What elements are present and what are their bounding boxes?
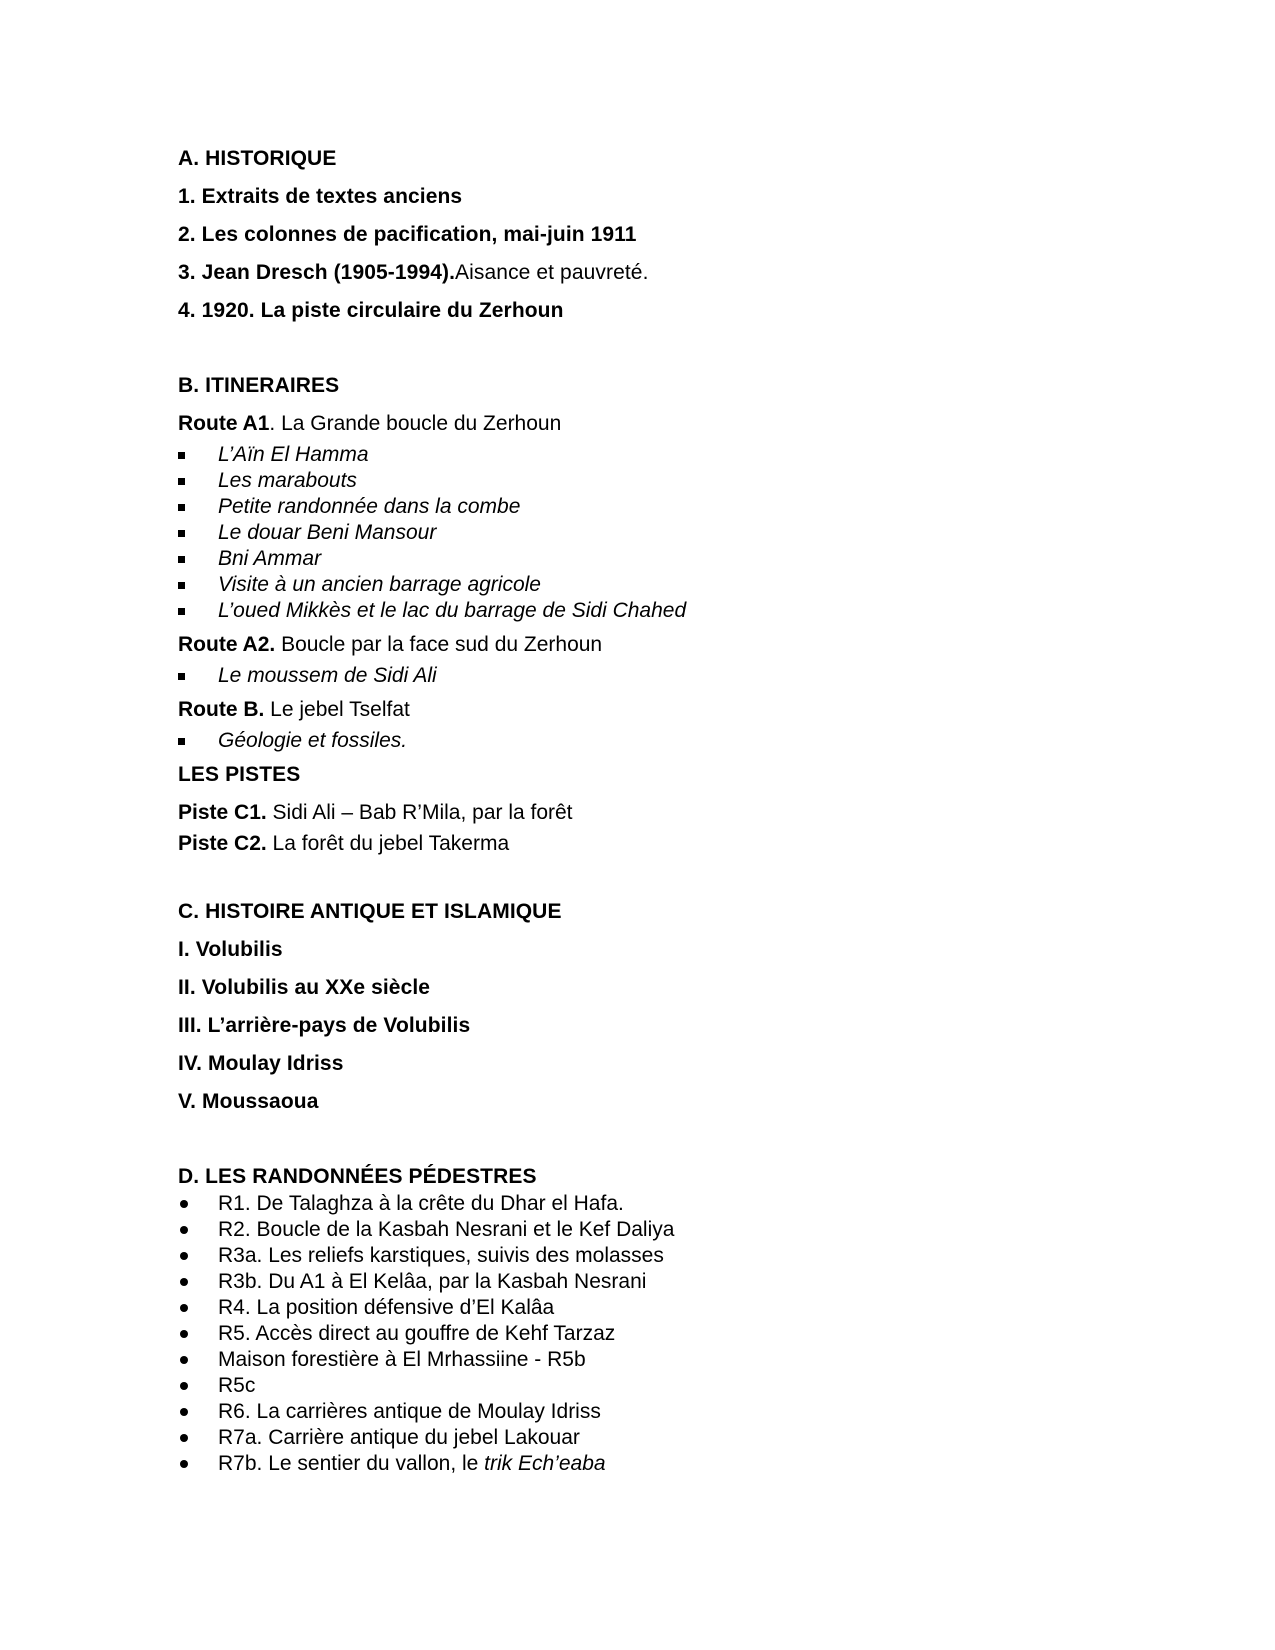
route-a2-label: Route A2.	[178, 633, 276, 656]
section-a-item-4-label: 4. 1920. La piste circulaire du Zerhoun	[178, 299, 564, 322]
list-item	[138, 470, 1098, 491]
section-c-item-5: V. Moussaoua	[178, 1090, 319, 1113]
section-d	[178, 1166, 1098, 1474]
piste-c1-label: Piste C1.	[178, 801, 267, 824]
section-a	[178, 148, 1098, 321]
list-item	[138, 1323, 1098, 1344]
round-bullet-icon	[180, 1408, 188, 1416]
route-a1-text: . La Grande boucle du Zerhoun	[269, 412, 562, 435]
section-a-item-3-label: 3. Jean Dresch (1905-1994).	[178, 261, 456, 284]
section-d-bullets	[138, 1193, 1098, 1474]
route-a2-bullet-block	[138, 665, 1098, 686]
section-c-heading: C. HISTOIRE ANTIQUE ET ISLAMIQUE	[178, 900, 562, 923]
list-item-label: Le moussem de Sidi Ali	[218, 664, 437, 687]
round-bullet-icon	[180, 1278, 188, 1286]
list-item-label: R2. Boucle de la Kasbah Nesrani et le Kef Daliya	[218, 1218, 675, 1241]
section-a-item-2-label: 2. Les colonnes de pacification, mai-juin 1911	[178, 223, 637, 246]
section-c-item-4: IV. Moulay Idriss	[178, 1052, 344, 1075]
list-item	[138, 496, 1098, 517]
spacer-b-c	[178, 864, 1098, 901]
list-item	[138, 1349, 1098, 1370]
list-item-label: Petite randonnée dans la combe	[218, 495, 521, 518]
section-a-item-4	[178, 300, 1098, 321]
round-bullet-icon	[180, 1304, 188, 1312]
section-a-item-1-label: 1. Extraits de textes anciens	[178, 185, 463, 208]
section-d-heading: D. LES RANDONNÉES PÉDESTRES	[178, 1165, 537, 1188]
list-item	[138, 1193, 1098, 1214]
list-item-label: Visite à un ancien barrage agricole	[218, 573, 541, 596]
list-item-label: R1. De Talaghza à la crête du Dhar el Hafa.	[218, 1192, 624, 1215]
square-bullet-icon	[178, 738, 185, 745]
route-a1-bullet-block	[138, 444, 1098, 621]
list-item-label: R6. La carrières antique de Moulay Idriss	[218, 1400, 601, 1423]
route-b-label: Route B.	[178, 698, 265, 721]
list-item-label: L’oued Mikkès et le lac du barrage de Sidi Chahed	[218, 599, 687, 622]
list-item-label: R3a. Les reliefs karstiques, suivis des molasses	[218, 1244, 664, 1267]
section-a-item-3-text: Aisance et pauvreté.	[455, 261, 649, 284]
piste-c2-label: Piste C2.	[178, 832, 267, 855]
route-b-bullet-block	[138, 730, 1098, 751]
list-item	[138, 1427, 1098, 1448]
section-b	[178, 375, 1098, 854]
square-bullet-icon	[178, 504, 185, 511]
section-d-bullet-block	[138, 1193, 1098, 1474]
piste-c2-text: La forêt du jebel Takerma	[266, 832, 510, 855]
route-a2-line	[178, 634, 1098, 655]
piste-c1-text: Sidi Ali – Bab R’Mila, par la forêt	[266, 801, 573, 824]
list-item-label: Bni Ammar	[218, 547, 322, 570]
route-a2-bullets	[138, 665, 1098, 686]
document-content	[178, 148, 1098, 1479]
section-c-item-3: III. L’arrière-pays de Volubilis	[178, 1014, 471, 1037]
route-a1-bullets	[138, 444, 1098, 621]
route-b-bullets	[138, 730, 1098, 751]
square-bullet-icon	[178, 478, 185, 485]
list-item-label: R7a. Carrière antique du jebel Lakouar	[218, 1426, 580, 1449]
spacer-c-d	[178, 1129, 1098, 1166]
route-b-text: Le jebel Tselfat	[264, 698, 410, 721]
route-a1-label: Route A1	[178, 412, 270, 435]
piste-c2-line	[178, 833, 1098, 854]
square-bullet-icon	[178, 673, 185, 680]
list-item-label: Le douar Beni Mansour	[218, 521, 437, 544]
list-item	[138, 444, 1098, 465]
list-item-label: Les marabouts	[218, 469, 357, 492]
list-item	[138, 600, 1098, 621]
section-c-item-1: I. Volubilis	[178, 938, 283, 961]
section-a-item-1	[178, 186, 1098, 207]
list-item-label-italic: trik Ech’eaba	[484, 1452, 606, 1475]
section-a-heading: A. HISTORIQUE	[178, 147, 337, 170]
round-bullet-icon	[180, 1434, 188, 1442]
list-item-label: Géologie et fossiles.	[218, 729, 408, 752]
route-b-line	[178, 699, 1098, 720]
list-item-label: R4. La position défensive d’El Kalâa	[218, 1296, 555, 1319]
list-item	[138, 665, 1098, 686]
round-bullet-icon	[180, 1330, 188, 1338]
list-item-label: R3b. Du A1 à El Kelâa, par la Kasbah Nesrani	[218, 1270, 647, 1293]
section-a-item-3	[178, 262, 1098, 283]
section-c	[178, 901, 1098, 1112]
square-bullet-icon	[178, 582, 185, 589]
list-item	[138, 548, 1098, 569]
list-item	[138, 1375, 1098, 1396]
square-bullet-icon	[178, 608, 185, 615]
list-item	[138, 1245, 1098, 1266]
list-item	[138, 730, 1098, 751]
list-item	[138, 1297, 1098, 1318]
section-c-item-2: II. Volubilis au XXe siècle	[178, 976, 431, 999]
list-item-label: L’Aïn El Hamma	[218, 443, 369, 466]
list-item	[138, 574, 1098, 595]
square-bullet-icon	[178, 452, 185, 459]
round-bullet-icon	[180, 1382, 188, 1390]
spacer-routes-pistes	[178, 756, 1098, 764]
round-bullet-icon	[180, 1200, 188, 1208]
route-a2-text: Boucle par la face sud du Zerhoun	[275, 633, 603, 656]
round-bullet-icon	[180, 1356, 188, 1364]
square-bullet-icon	[178, 556, 185, 563]
list-item-label: Maison forestière à El Mrhassiine - R5b	[218, 1348, 586, 1371]
round-bullet-icon	[180, 1460, 188, 1468]
list-item	[138, 1219, 1098, 1240]
round-bullet-icon	[180, 1226, 188, 1234]
list-item	[138, 1271, 1098, 1292]
square-bullet-icon	[178, 530, 185, 537]
list-item	[138, 1453, 1098, 1474]
spacer-a-b	[178, 338, 1098, 375]
piste-c1-line	[178, 802, 1098, 823]
route-a1-line	[178, 413, 1098, 434]
list-item-label: R7b. Le sentier du vallon, le	[218, 1452, 485, 1475]
section-b-heading: B. ITINERAIRES	[178, 374, 340, 397]
list-item	[138, 522, 1098, 543]
list-item	[138, 1401, 1098, 1422]
section-a-item-2	[178, 224, 1098, 245]
list-item-label: R5c	[218, 1374, 256, 1397]
pistes-heading: LES PISTES	[178, 763, 301, 786]
list-item-label: R5. Accès direct au gouffre de Kehf Tarzaz	[218, 1322, 616, 1345]
round-bullet-icon	[180, 1252, 188, 1260]
